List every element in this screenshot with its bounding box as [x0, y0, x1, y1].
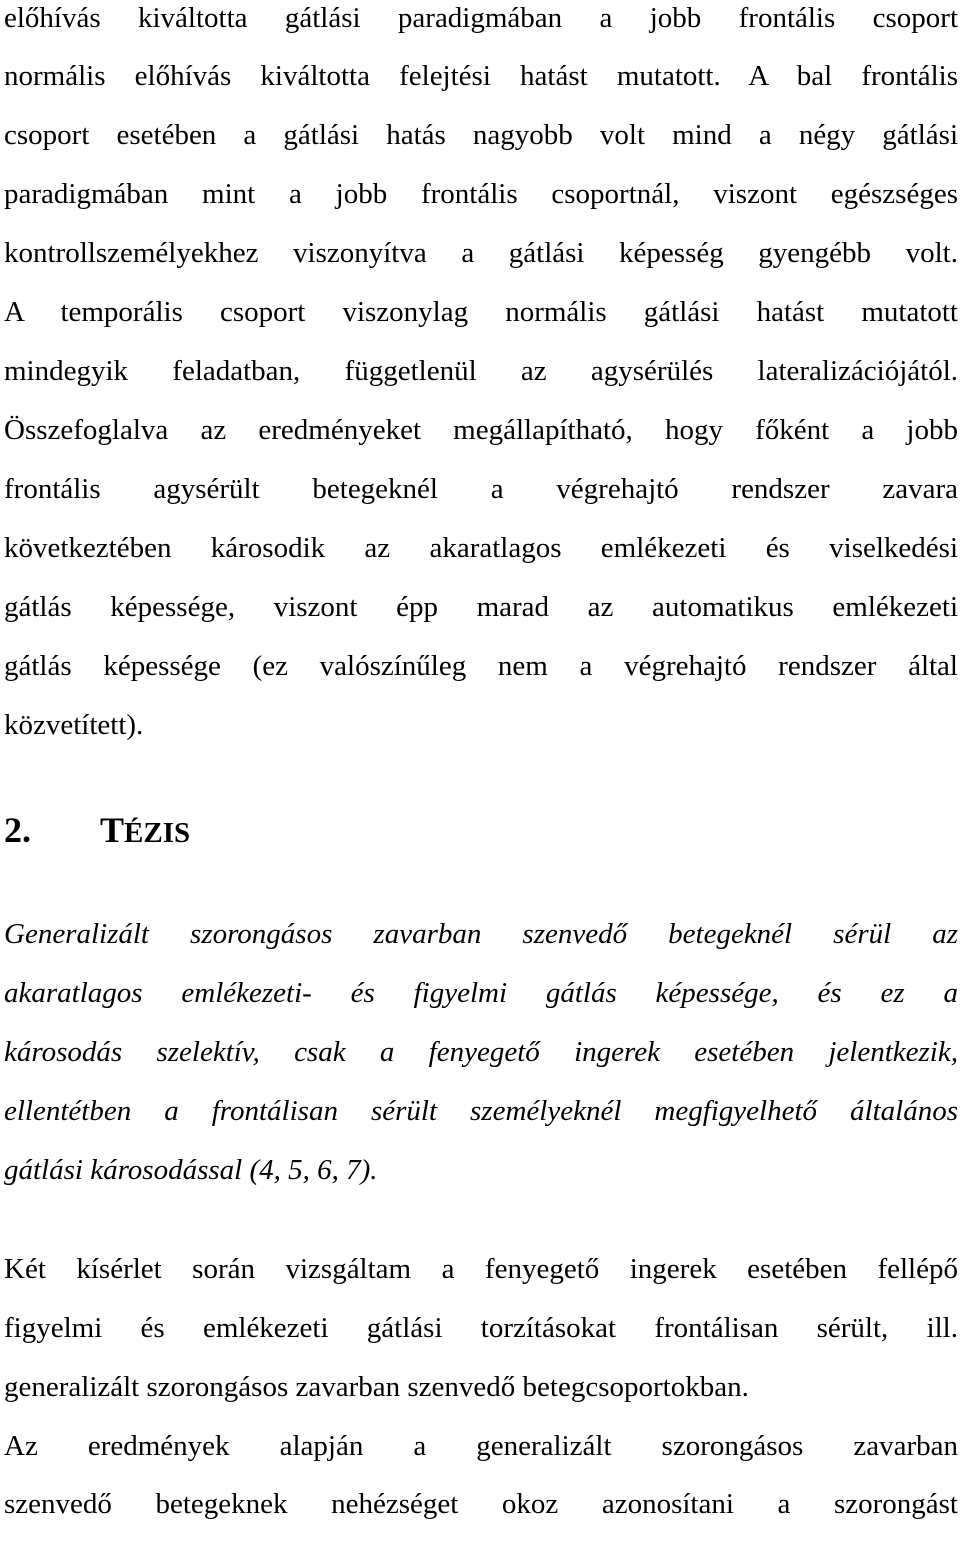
section-heading	[4, 810, 190, 853]
text-line: A temporális csoport viszonylag normális gátlási hatást mutatott	[4, 296, 958, 328]
text-line: paradigmában mint a jobb frontális csoportnál, viszont egészséges	[4, 178, 958, 210]
text-line: károsodás szelektív, csak a fenyegető ingerek esetében jelentkezik,	[4, 1036, 958, 1068]
heading-letter: É	[124, 817, 144, 849]
text-line: gátlás képessége, viszont épp marad az automatikus emlékezeti	[4, 591, 958, 623]
text-line: mindegyik feladatban, függetlenül az agysérülés lateralizációjától.	[4, 355, 958, 387]
section-number: 2.	[4, 810, 31, 850]
text-line: kontrollszemélyekhez viszonyítva a gátlási képesség gyengébb volt.	[4, 237, 958, 269]
text-line: csoport esetében a gátlási hatás nagyobb volt mind a négy gátlási	[4, 119, 958, 151]
text-line: Összefoglalva az eredményeket megállapítható, hogy főként a jobb	[4, 414, 958, 446]
text-line: Generalizált szorongásos zavarban szenvedő betegeknél sérül az	[4, 918, 958, 950]
text-line: figyelmi és emlékezeti gátlási torzításokat frontálisan sérült, ill.	[4, 1312, 958, 1344]
text-line: közvetített).	[4, 709, 144, 741]
text-line: frontális agysérült betegeknél a végrehajtó rendszer zavara	[4, 473, 958, 505]
text-line: szenvedő betegeknek nehézséget okoz azonosítani a szorongást	[4, 1488, 958, 1520]
text-line: következtében károsodik az akaratlagos emlékezeti és viselkedési	[4, 532, 958, 564]
text-line: akaratlagos emlékezeti- és figyelmi gátlás képessége, és ez a	[4, 977, 958, 1009]
text-line: gátlási károsodással (4, 5, 6, 7).	[4, 1154, 378, 1186]
heading-letter: T	[100, 810, 125, 850]
text-line: normális előhívás kiváltotta felejtési hatást mutatott. A bal frontális	[4, 60, 958, 92]
text-line: Két kísérlet során vizsgáltam a fenyegető ingerek esetében fellépő	[4, 1253, 958, 1285]
text-line: gátlás képessége (ez valószínűleg nem a végrehajtó rendszer által	[4, 650, 958, 682]
text-line: előhívás kiváltotta gátlási paradigmában a jobb frontális csoport	[4, 2, 958, 34]
text-line: Az eredmények alapján a generalizált szorongásos zavarban	[4, 1430, 958, 1462]
text-line: generalizált szorongásos zavarban szenvedő betegcsoportokban.	[4, 1371, 749, 1403]
heading-rest: ZIS	[143, 817, 191, 849]
text-line: ellentétben a frontálisan sérült személyeknél megfigyelhető általános	[4, 1095, 958, 1127]
